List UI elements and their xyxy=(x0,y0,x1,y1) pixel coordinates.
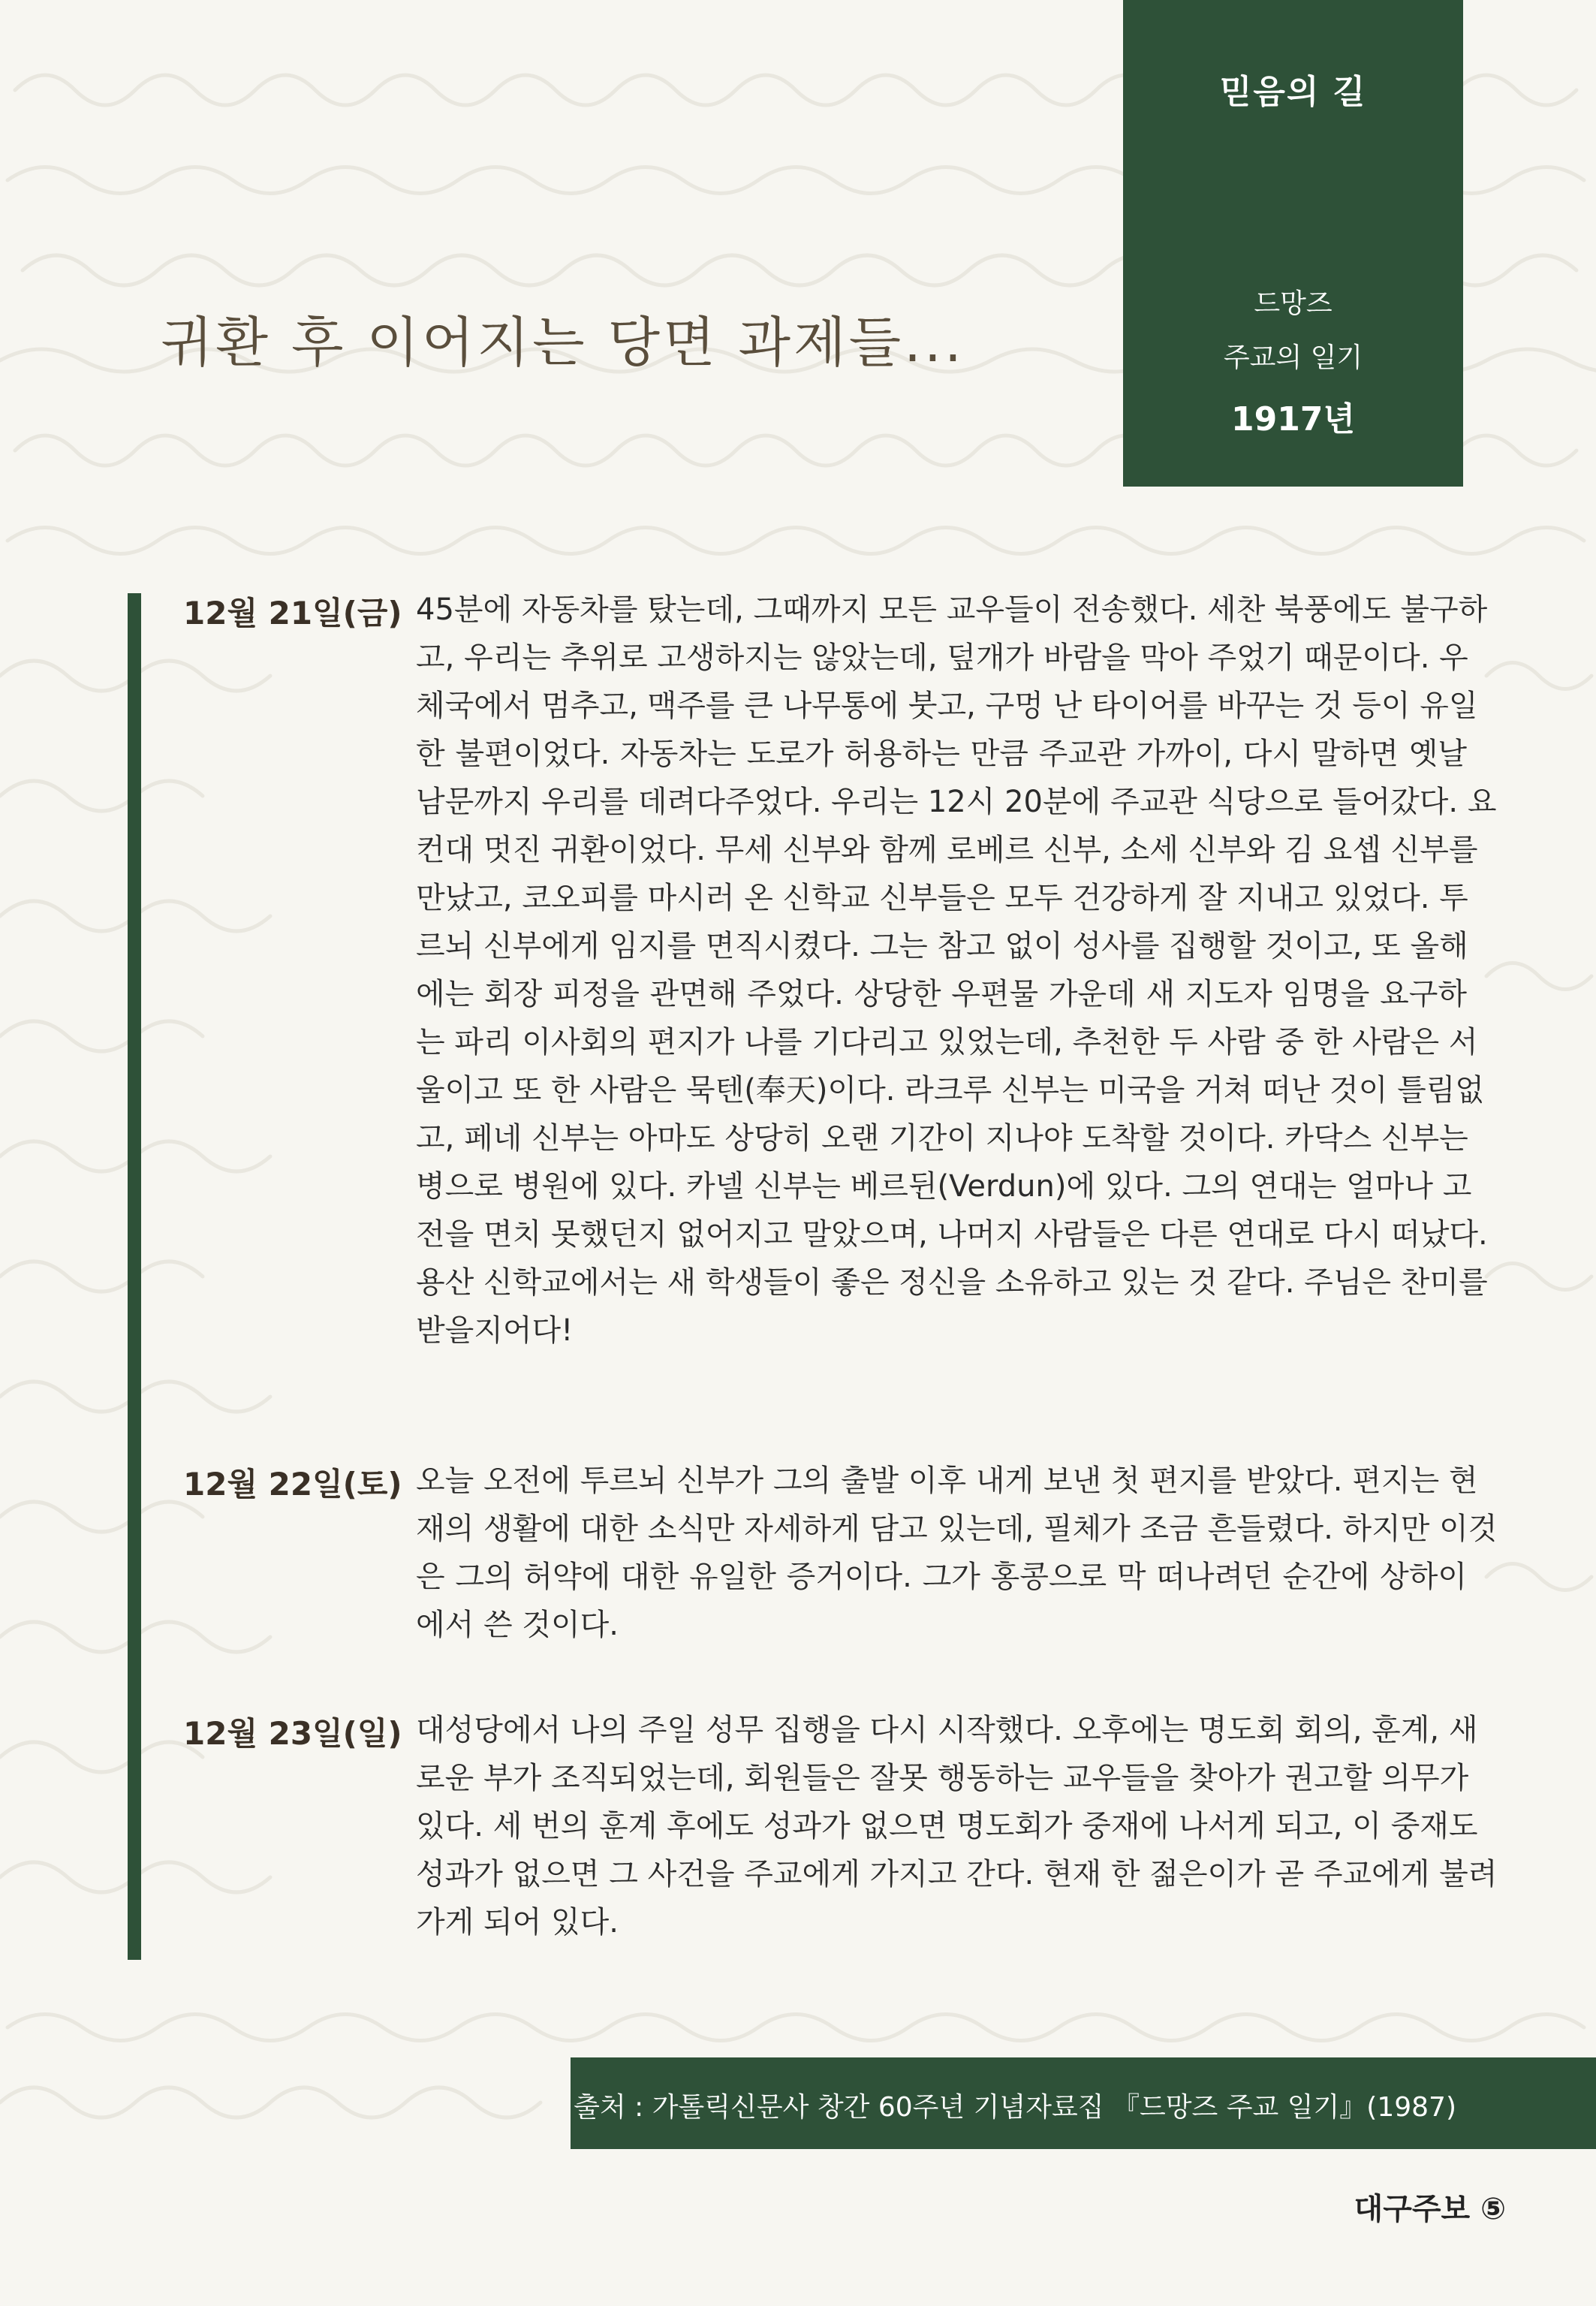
text-line: 성과가 없으면 그 사건을 주교에게 가지고 간다. 현재 한 젊은이가 곧 주교에게 불려 xyxy=(416,1857,1498,1892)
section-header-box xyxy=(1123,0,1463,487)
text-line: 오늘 오전에 투르뇌 신부가 그의 출발 이후 내게 보낸 첫 편지를 받았다. 편지는 현 xyxy=(416,1463,1478,1498)
text-line: 한 불편이었다. 자동차는 도로가 허용하는 만큼 주교관 가까이, 다시 말하면 옛날 xyxy=(416,737,1467,771)
text-line: 가게 되어 있다. xyxy=(416,1905,619,1940)
subtitle-diary: 주교의 일기 xyxy=(1223,342,1363,373)
entry-text xyxy=(416,586,1497,1355)
text-line: 대성당에서 나의 주일 성무 집행을 다시 시작했다. 오후에는 명도회 회의, 훈계, 새 xyxy=(416,1713,1478,1747)
subtitle-author: 드망즈 xyxy=(1254,288,1333,319)
text-line: 전을 면치 못했던지 없어지고 말았으며, 나머지 사람들은 다른 연대로 다시 떠났다. xyxy=(416,1217,1488,1252)
text-line: 로운 부가 조직되었는데, 회원들은 잘못 행동하는 교우들을 찾아가 권고할 의무가 xyxy=(416,1761,1469,1795)
text-line: 은 그의 허약에 대한 유일한 증거이다. 그가 홍콩으로 막 떠나려던 순간에 상하이 xyxy=(416,1560,1467,1594)
text-line: 병으로 병원에 있다. 카넬 신부는 베르뒨(Verdun)에 있다. 그의 연대는 얼마나 고 xyxy=(416,1169,1472,1204)
text-line: 만났고, 코오피를 마시러 온 신학교 신부들은 모두 건강하게 잘 지내고 있었다. 투 xyxy=(416,881,1468,915)
text-line: 컨대 멋진 귀환이었다. 무세 신부와 함께 로베르 신부, 소세 신부와 김 요셉 신부를 xyxy=(416,833,1478,867)
page-title: 귀환 후 이어지는 당면 과제들... xyxy=(161,311,965,374)
text-line: 르뇌 신부에게 임지를 면직시켰다. 그는 참고 없이 성사를 집행할 것이고, 또 올해 xyxy=(416,929,1468,963)
source-citation: 출처 : 가톨릭신문사 창간 60주년 기념자료집 『드망즈 주교 일기』(1987) xyxy=(574,2092,1456,2123)
page-number: ⑤ xyxy=(1480,2192,1506,2226)
text-line: 고, 페네 신부는 아마도 상당히 오랜 기간이 지나야 도착할 것이다. 카닥스 신부는 xyxy=(416,1121,1468,1156)
entry-date: 12월 22일(토) xyxy=(183,1466,402,1503)
publication-name: 대구주보 xyxy=(1354,2192,1471,2226)
source-banner xyxy=(571,2057,1596,2149)
text-line: 에는 회장 피정을 관면해 주었다. 상당한 우편물 가운데 새 지도자 임명을 요구하 xyxy=(416,977,1467,1011)
page-footer xyxy=(1354,2185,1506,2228)
text-line: 에서 쓴 것이다. xyxy=(416,1608,619,1642)
entry-date: 12월 23일(일) xyxy=(183,1715,402,1752)
text-line: 용산 신학교에서는 새 학생들이 좋은 정신을 소유하고 있는 것 같다. 주님은 찬미를 xyxy=(416,1265,1488,1300)
entries-accent-bar xyxy=(128,593,141,1960)
entry-date: 12월 21일(금) xyxy=(183,595,402,632)
text-line: 45분에 자동차를 탔는데, 그때까지 모든 교우들이 전송했다. 세찬 북풍에도 불구하 xyxy=(416,592,1488,627)
text-line: 체국에서 멈추고, 맥주를 큰 나무통에 붓고, 구멍 난 타이어를 바꾸는 것 등이 유일 xyxy=(416,689,1478,723)
text-line: 받을지어다! xyxy=(416,1313,574,1348)
text-line: 남문까지 우리를 데려다주었다. 우리는 12시 20분에 주교관 식당으로 들어갔다. 요 xyxy=(416,785,1497,819)
text-line: 재의 생활에 대한 소식만 자세하게 담고 있는데, 필체가 조금 흔들렸다. 하지만 이것 xyxy=(416,1512,1498,1546)
section-label: 믿음의 길 xyxy=(1219,73,1367,111)
text-line: 있다. 세 번의 훈계 후에도 성과가 없으면 명도회가 중재에 나서게 되고, 이 중재도 xyxy=(416,1809,1478,1843)
text-line: 는 파리 이사회의 편지가 나를 기다리고 있었는데, 추천한 두 사람 중 한 사람은 서 xyxy=(416,1025,1478,1060)
entry-text xyxy=(416,1706,1498,1946)
entry-text xyxy=(416,1457,1498,1649)
diary-year: 1917년 xyxy=(1231,400,1355,439)
text-line: 고, 우리는 추위로 고생하지는 않았는데, 덮개가 바람을 막아 주었기 때문이다. 우 xyxy=(416,641,1468,675)
text-line: 울이고 또 한 사람은 묵텐(奉天)이다. 라크루 신부는 미국을 거쳐 떠난 것이 틀림없 xyxy=(416,1073,1484,1108)
